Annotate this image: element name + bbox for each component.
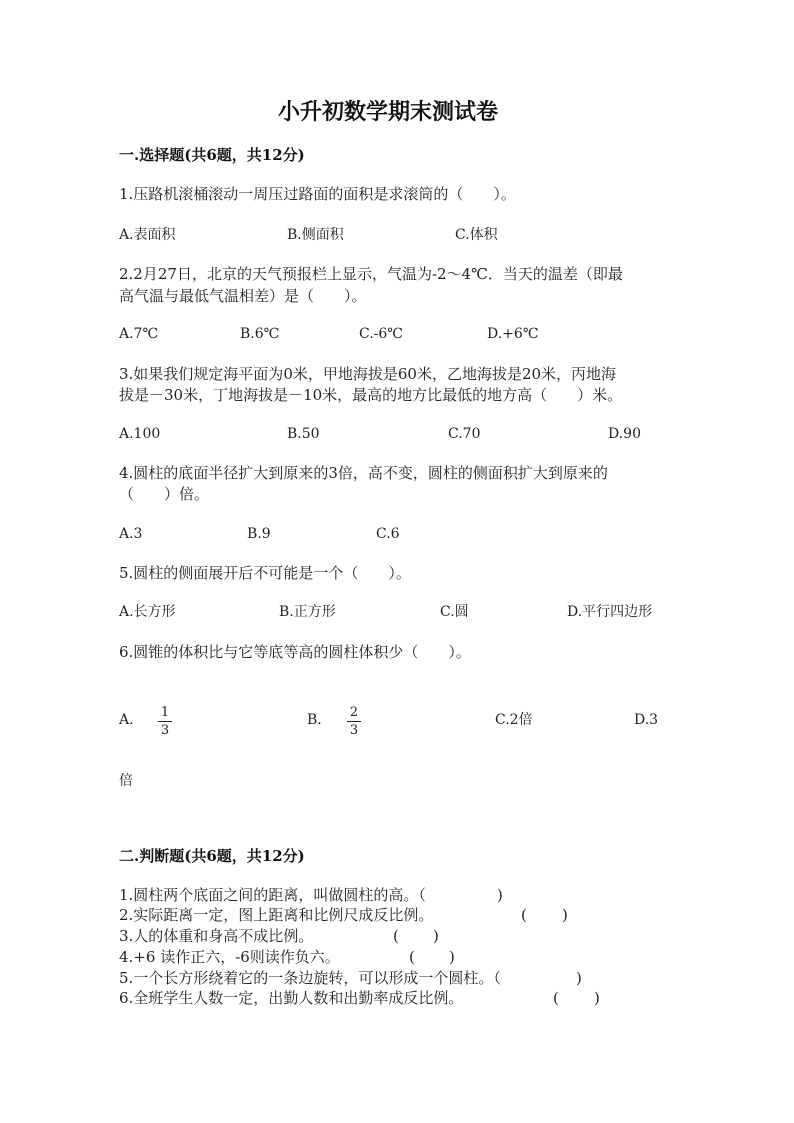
question-2-text-line-2: 高气温与最低气温相差）是（ ）。 <box>119 287 367 305</box>
question-2-option-a: A.7℃ <box>119 326 159 342</box>
question-6-option-a-label: A. <box>119 712 134 728</box>
judgment-item-2-open-paren: ( <box>521 906 527 924</box>
fraction-numerator: 2 <box>349 705 359 720</box>
judgment-item-4-text: 4.+6 读作正六，-6则读作负六。 <box>119 948 340 966</box>
question-3-option-b: B.50 <box>287 426 320 442</box>
question-1-option-c: C.体积 <box>455 227 498 243</box>
question-1-option-a: A.表面积 <box>119 227 176 243</box>
judgment-item-5-close-paren: ) <box>576 969 582 987</box>
question-4-text-line-2: （ ）倍。 <box>119 485 210 503</box>
fraction-bar <box>347 721 361 722</box>
question-5-text: 5.圆柱的侧面展开后不可能是一个（ ）。 <box>119 564 411 582</box>
fraction-denominator: 3 <box>160 723 170 738</box>
judgment-item-2-close-paren: ) <box>562 906 568 924</box>
question-4-option-a: A.3 <box>119 526 143 542</box>
judgment-item-3-close-paren: ) <box>433 927 439 945</box>
question-5-option-d: D.平行四边形 <box>567 604 653 620</box>
judgment-item-2-text: 2.实际距离一定，图上距离和比例尺成反比例。 <box>119 906 434 924</box>
question-2-option-c: C.-6℃ <box>359 326 403 342</box>
question-5-option-c: C.圆 <box>440 604 469 620</box>
judgment-item-5-text: 5.一个长方形绕着它的一条边旋转，可以形成一个圆柱。（ <box>119 969 501 987</box>
question-1-option-b: B.侧面积 <box>287 227 344 243</box>
question-3-text-line-1: 3.如果我们规定海平面为0米，甲地海拔是60米，乙地海拔是20米，丙地海 <box>119 365 617 383</box>
question-6-option-d-continuation: 倍 <box>119 773 133 789</box>
section-heading-multiple-choice: 一.选择题(共6题，共12分) <box>119 146 305 164</box>
page-title: 小升初数学期末测试卷 <box>278 99 499 125</box>
question-5-option-b: B.正方形 <box>279 604 336 620</box>
question-6-option-d: D.3 <box>634 712 659 728</box>
judgment-item-4-open-paren: ( <box>409 948 415 966</box>
question-6-option-b-label: B. <box>307 712 322 728</box>
question-6-option-c: C.2倍 <box>495 712 533 728</box>
judgment-item-1-text: 1.圆柱两个底面之间的距离，叫做圆柱的高。（ <box>119 886 426 904</box>
question-5-option-a: A.长方形 <box>119 604 176 620</box>
judgment-item-3-open-paren: ( <box>393 927 399 945</box>
question-3-text-line-2: 拔是－30米，丁地海拔是－10米，最高的地方比最低的地方高（ ）米。 <box>119 386 623 404</box>
question-3-option-a: A.100 <box>119 426 161 442</box>
question-4-option-b: B.9 <box>247 526 271 542</box>
judgment-item-1-close-paren: ) <box>497 886 503 904</box>
question-2-text-line-1: 2.2月27日，北京的天气预报栏上显示，气温为-2～4℃．当天的温差（即最 <box>119 265 623 283</box>
fraction-numerator: 1 <box>160 705 170 720</box>
question-6-option-b-fraction <box>347 706 361 738</box>
question-4-option-c: C.6 <box>376 526 400 542</box>
judgment-item-6-text: 6.全班学生人数一定，出勤人数和出勤率成反比例。 <box>119 989 464 1007</box>
judgment-item-4-close-paren: ) <box>449 948 455 966</box>
question-4-text-line-1: 4.圆柱的底面半径扩大到原来的3倍，高不变，圆柱的侧面积扩大到原来的 <box>119 464 608 482</box>
fraction-denominator: 3 <box>349 723 359 738</box>
judgment-item-3-text: 3.人的体重和身高不成比例。 <box>119 927 314 945</box>
judgment-item-6-open-paren: ( <box>553 989 559 1007</box>
question-3-option-c: C.70 <box>448 426 481 442</box>
question-2-option-b: B.6℃ <box>240 326 280 342</box>
question-1-text: 1.压路机滚桶滚动一周压过路面的面积是求滚筒的（ ）。 <box>119 185 516 203</box>
judgment-item-6-close-paren: ) <box>594 989 600 1007</box>
question-2-option-d: D.+6℃ <box>487 326 539 342</box>
section-heading-true-false: 二.判断题(共6题，共12分) <box>119 847 305 865</box>
question-6-text: 6.圆锥的体积比与它等底等高的圆柱体积少（ ）。 <box>119 643 471 661</box>
question-6-option-a-fraction <box>158 706 172 738</box>
question-3-option-d: D.90 <box>608 426 641 442</box>
fraction-bar <box>158 721 172 722</box>
